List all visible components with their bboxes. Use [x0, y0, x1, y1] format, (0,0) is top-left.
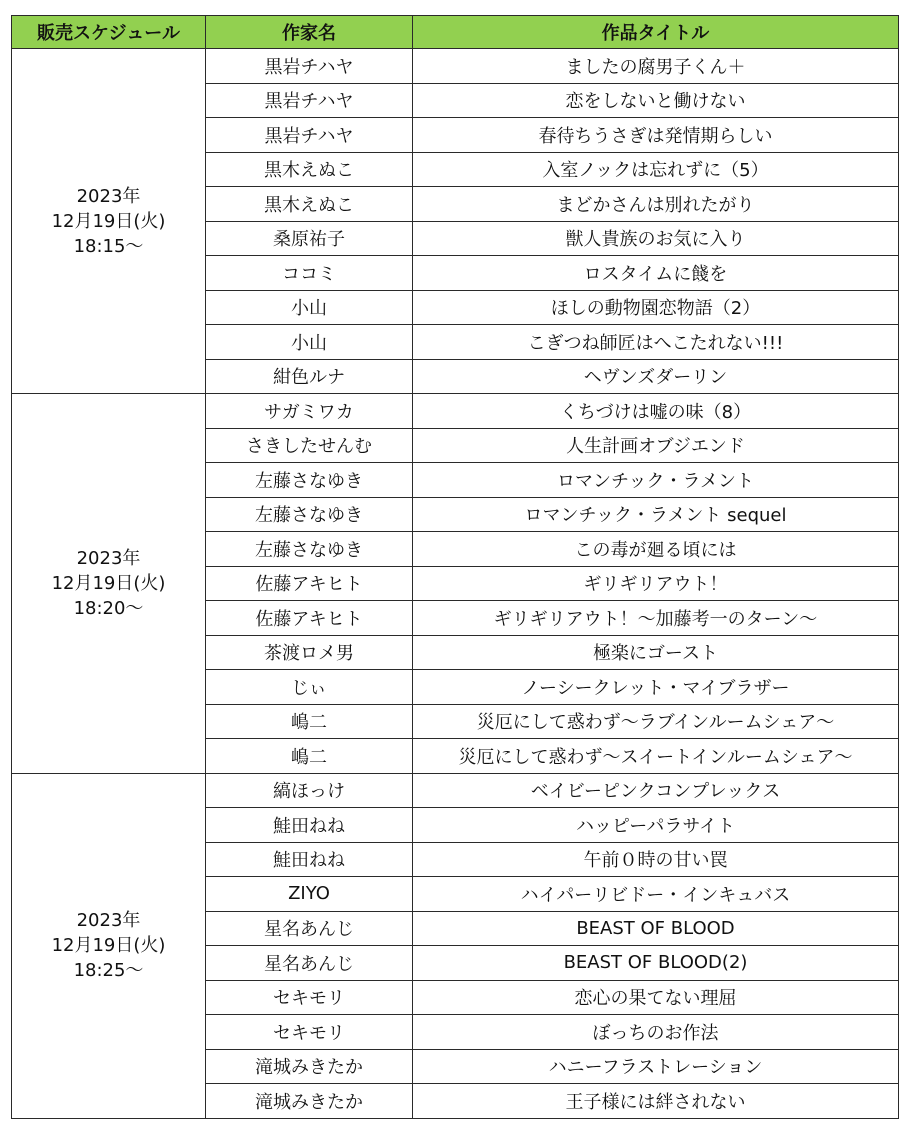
table-body	[12, 49, 899, 1119]
title-cell: ハッピーパラサイト	[413, 808, 899, 843]
title-cell: ほしの動物園恋物語（2）	[413, 290, 899, 325]
author-cell: ココミ	[206, 256, 413, 291]
title-cell: ギリギリアウト！	[413, 566, 899, 601]
title-cell: ましたの腐男子くん＋	[413, 49, 899, 84]
title-cell: ヘヴンズダーリン	[413, 359, 899, 394]
header-author: 作家名	[206, 16, 413, 49]
title-cell: 獣人貴族のお気に入り	[413, 221, 899, 256]
author-cell: 小山	[206, 325, 413, 360]
title-cell: くちづけは嘘の味（8）	[413, 394, 899, 429]
author-cell: 茶渡ロメ男	[206, 635, 413, 670]
sales-schedule-table	[11, 15, 899, 1119]
schedule-line: 2023年	[76, 547, 141, 569]
title-cell: こぎつね師匠はへこたれない!!!	[413, 325, 899, 360]
table-header	[12, 16, 899, 49]
author-cell: 桑原祐子	[206, 221, 413, 256]
author-cell: 小山	[206, 290, 413, 325]
title-cell: ギリギリアウト！～加藤考一のターン～	[413, 601, 899, 636]
title-cell: 恋をしないと働けない	[413, 83, 899, 118]
title-cell: 極楽にゴースト	[413, 635, 899, 670]
title-cell: 人生計画オブジエンド	[413, 428, 899, 463]
author-cell: 黒岩チハヤ	[206, 83, 413, 118]
author-cell: 鮭田ねね	[206, 842, 413, 877]
schedule-line: 2023年	[76, 185, 141, 207]
author-cell: 黒木えぬこ	[206, 152, 413, 187]
author-cell: 左藤さなゆき	[206, 463, 413, 498]
schedule-cell	[12, 773, 206, 1118]
title-cell: 春待ちうさぎは発情期らしい	[413, 118, 899, 153]
title-cell: ハニーフラストレーション	[413, 1049, 899, 1084]
title-cell: ロマンチック・ラメント sequel	[413, 497, 899, 532]
author-cell: 黒岩チハヤ	[206, 49, 413, 84]
author-cell: 縞ほっけ	[206, 773, 413, 808]
author-cell: 星名あんじ	[206, 946, 413, 981]
schedule-line: 18:25～	[73, 960, 144, 981]
author-cell: じぃ	[206, 670, 413, 705]
author-cell: 嶋二	[206, 739, 413, 774]
schedule-line: 18:15～	[73, 235, 144, 257]
author-cell: さきしたせんむ	[206, 428, 413, 463]
title-cell: 王子様には絆されない	[413, 1084, 899, 1119]
schedule-cell	[12, 49, 206, 394]
schedule-line: 12月19日(火)	[51, 935, 166, 956]
title-cell: ロマンチック・ラメント	[413, 463, 899, 498]
author-cell: 佐藤アキヒト	[206, 601, 413, 636]
schedule-line: 2023年	[76, 910, 141, 931]
title-cell: ベイビーピンクコンプレックス	[413, 773, 899, 808]
author-cell: 佐藤アキヒト	[206, 566, 413, 601]
author-cell: セキモリ	[206, 980, 413, 1015]
schedule-line: 12月19日(火)	[51, 210, 166, 232]
author-cell: 黒岩チハヤ	[206, 118, 413, 153]
title-cell: 災厄にして惑わず～ラブインルームシェア～	[413, 704, 899, 739]
title-cell: ハイパーリビドー・インキュバス	[413, 877, 899, 912]
author-cell: サガミワカ	[206, 394, 413, 429]
header-row	[12, 16, 899, 49]
table-row	[12, 49, 899, 84]
header-schedule: 販売スケジュール	[12, 16, 206, 49]
title-cell: 災厄にして惑わず～スイートインルームシェア～	[413, 739, 899, 774]
author-cell: 星名あんじ	[206, 911, 413, 946]
schedule-line: 18:20～	[73, 597, 144, 619]
title-cell: この毒が廻る頃には	[413, 532, 899, 567]
title-cell: ぼっちのお作法	[413, 1015, 899, 1050]
author-cell: 鮭田ねね	[206, 808, 413, 843]
title-cell: まどかさんは別れたがり	[413, 187, 899, 222]
title-cell: BEAST OF BLOOD	[413, 911, 899, 946]
author-cell: 滝城みきたか	[206, 1084, 413, 1119]
schedule-line: 12月19日(火)	[51, 572, 166, 594]
table-row	[12, 394, 899, 429]
author-cell: 左藤さなゆき	[206, 497, 413, 532]
title-cell: 午前０時の甘い罠	[413, 842, 899, 877]
author-cell: ZIYO	[206, 877, 413, 912]
title-cell: ロスタイムに餞を	[413, 256, 899, 291]
title-cell: 入室ノックは忘れずに（5）	[413, 152, 899, 187]
title-cell: 恋心の果てない理屈	[413, 980, 899, 1015]
author-cell: 左藤さなゆき	[206, 532, 413, 567]
title-cell: ノーシークレット・マイブラザー	[413, 670, 899, 705]
author-cell: 滝城みきたか	[206, 1049, 413, 1084]
author-cell: 紺色ルナ	[206, 359, 413, 394]
author-cell: セキモリ	[206, 1015, 413, 1050]
table-row	[12, 773, 899, 808]
title-cell: BEAST OF BLOOD(2)	[413, 946, 899, 981]
author-cell: 嶋二	[206, 704, 413, 739]
header-title: 作品タイトル	[413, 16, 899, 49]
schedule-cell	[12, 394, 206, 774]
author-cell: 黒木えぬこ	[206, 187, 413, 222]
